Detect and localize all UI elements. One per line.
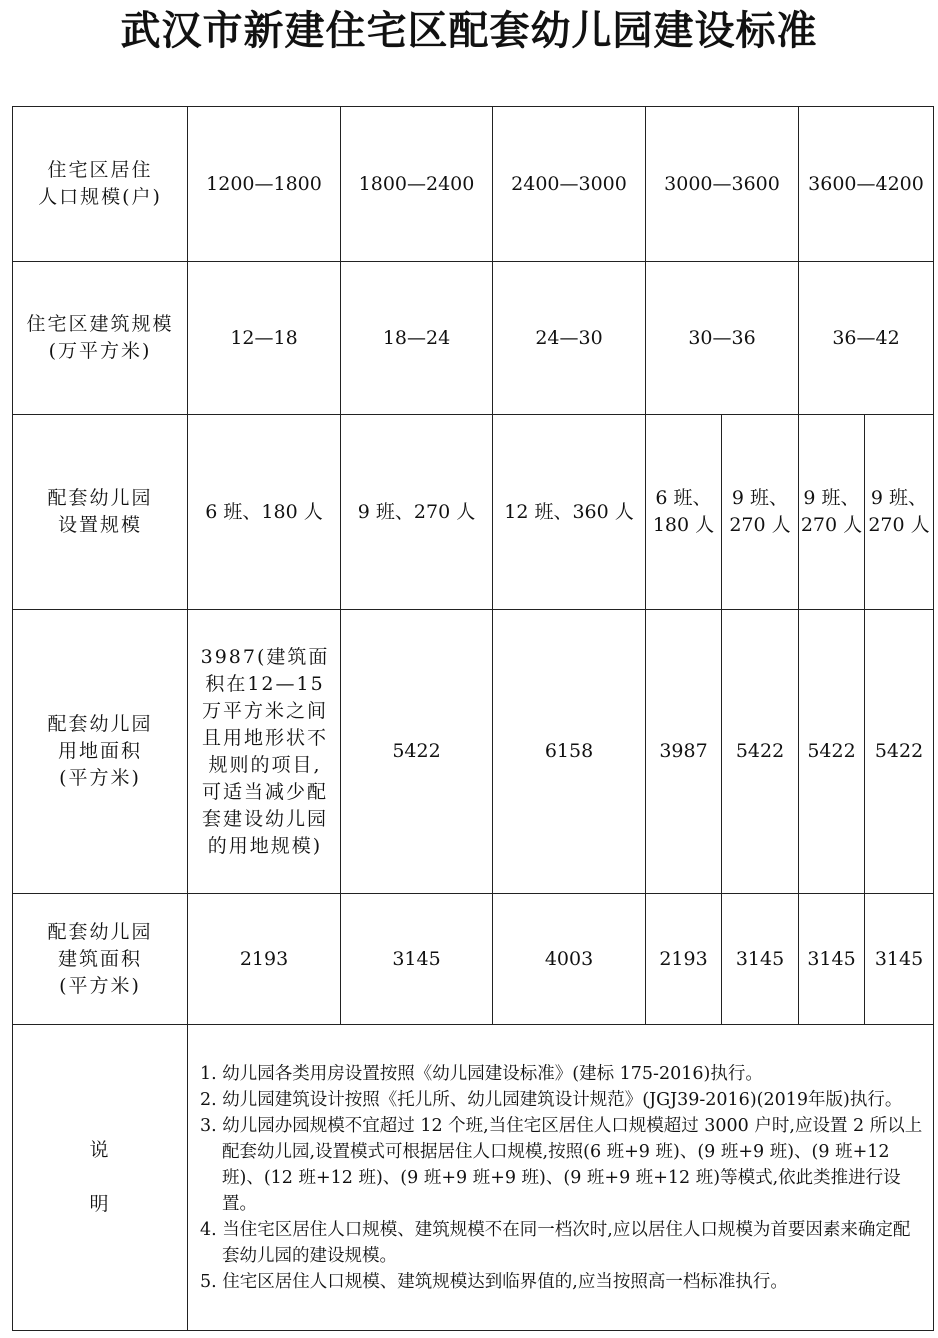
notes-cell <box>188 1025 934 1331</box>
table-cell: 2193 <box>646 894 722 1025</box>
notes-row <box>13 1025 934 1331</box>
table-cell: 12 班、360 人 <box>493 415 646 610</box>
table-cell: 18—24 <box>341 262 493 415</box>
table-cell: 3145 <box>865 894 934 1025</box>
row-header-population: 住宅区居住 人口规模(户) <box>13 107 188 262</box>
kindergarten-scale-row <box>13 415 934 610</box>
land-area-row <box>13 610 934 894</box>
table-cell: 9 班、 270 人 <box>722 415 799 610</box>
population-row <box>13 107 934 262</box>
table-cell: 6 班、180 人 <box>188 415 341 610</box>
table-cell: 3000—3600 <box>646 107 799 262</box>
table-cell: 2400—3000 <box>493 107 646 262</box>
note-item: 1. 幼儿园各类用房设置按照《幼儿园建设标准》(建标 175-2016)执行。 <box>200 1063 763 1084</box>
notes-label: 说 明 <box>13 1025 188 1331</box>
table-cell: 12—18 <box>188 262 341 415</box>
row-header-kindergarten-scale: 配套幼儿园 设置规模 <box>13 415 188 610</box>
table-cell: 3145 <box>341 894 493 1025</box>
table-cell: 36—42 <box>799 262 934 415</box>
table-cell: 30—36 <box>646 262 799 415</box>
note-item: 4. 当住宅区居住人口规模、建筑规模不在同一档次时,应以居住人口规模为首要因素来确定配套幼儿园的建设规模。 <box>200 1219 911 1266</box>
table-cell: 1800—2400 <box>341 107 493 262</box>
table-cell: 6158 <box>493 610 646 894</box>
table-cell: 3987 <box>646 610 722 894</box>
table-cell: 5422 <box>341 610 493 894</box>
table-cell: 9 班、 270 人 <box>799 415 865 610</box>
table-cell: 4003 <box>493 894 646 1025</box>
building-scale-row <box>13 262 934 415</box>
table-cell: 5422 <box>865 610 934 894</box>
table-cell: 3145 <box>722 894 799 1025</box>
table-cell: 2193 <box>188 894 341 1025</box>
note-item: 5. 住宅区居住人口规模、建筑规模达到临界值的,应当按照高一档标准执行。 <box>200 1271 788 1292</box>
row-header-floor-area: 配套幼儿园 建筑面积 (平方米) <box>13 894 188 1025</box>
page-title: 武汉市新建住宅区配套幼儿园建设标准 <box>120 8 818 54</box>
row-header-building-scale: 住宅区建筑规模 (万平方米) <box>13 262 188 415</box>
table-cell: 9 班、 270 人 <box>865 415 934 610</box>
land-area-note-cell: 3987(建筑面积在12—15万平方米之间且用地形状不规则的项目,可适当减少配套建设幼儿园的用地规模) <box>188 610 341 894</box>
table-cell: 3145 <box>799 894 865 1025</box>
table-cell: 5422 <box>722 610 799 894</box>
table-cell: 24—30 <box>493 262 646 415</box>
table-cell: 5422 <box>799 610 865 894</box>
note-item: 3. 幼儿园办园规模不宜超过 12 个班,当住宅区居住人口规模超过 3000 户时,应设置 2 所以上配套幼儿园,设置模式可根据居住人口规模,按照(6 班+9 班)、(9 班+9 班)、(9 班+12 班)、(12 班+12 班)、(9 班+9 班+9 班)、(9 班+9 班+12 班)等模式,依此类推进行设置。 <box>200 1115 923 1214</box>
row-header-land-area: 配套幼儿园 用地面积 (平方米) <box>13 610 188 894</box>
table-cell: 9 班、270 人 <box>341 415 493 610</box>
table-cell: 1200—1800 <box>188 107 341 262</box>
table-cell: 3600—4200 <box>799 107 934 262</box>
floor-area-row <box>13 894 934 1025</box>
table-cell: 6 班、 180 人 <box>646 415 722 610</box>
standards-table <box>12 106 934 1331</box>
note-item: 2. 幼儿园建筑设计按照《托儿所、幼儿园建筑设计规范》(JGJ39-2016)(2019年版)执行。 <box>200 1089 903 1110</box>
